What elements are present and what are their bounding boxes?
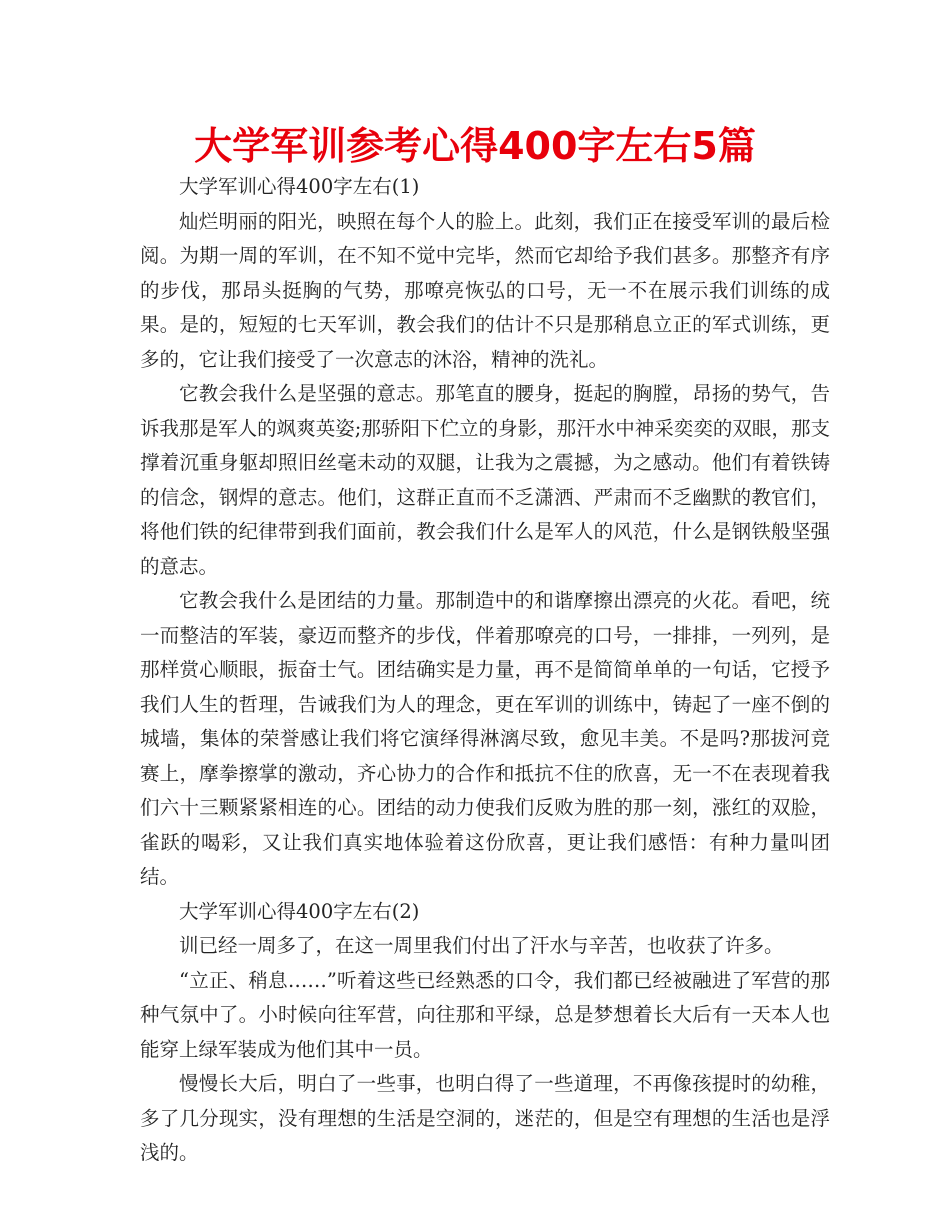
paragraph: 慢慢长大后，明白了一些事，也明白得了一些道理，不再像孩提时的幼稚，多了几分现实，没有理想的生活是空洞的，迷茫的，但是空有理想的生活也是浮浅的。 [140, 1072, 830, 1164]
document-body [140, 170, 830, 1171]
section-heading-2: 大学军训心得400字左右(2) [179, 899, 420, 923]
paragraph: 灿烂明丽的阳光，映照在每个人的脸上。此刻，我们正在接受军训的最后检阅。为期一周的军训，在不知不觉中完毕，然而它却给予我们甚多。那整齐有序的步伐，那昂头挺胸的气势，那嘹亮恢弘的口号，无一不在展示我们训练的成果。是的，短短的七天军训，教会我们的估计不只是那稍息立正的军式训练，更多的，它让我们接受了一次意志的沐浴，精神的洗礼。 [140, 209, 830, 371]
paragraph: 训已经一周多了，在这一周里我们付出了汗水与辛苦，也收获了许多。 [179, 934, 784, 957]
paragraph: 它教会我什么是团结的力量。那制造中的和谐摩擦出漂亮的火花。看吧，统一而整洁的军装，豪迈而整齐的步伐，伴着那嘹亮的口号，一排排，一列列，是那样赏心顺眼，振奋士气。团结确实是力量，再不是简简单单的一句话，它授予我们人生的哲理，告诫我们为人的理念，更在军训的训练中，铸起了一座不倒的城墙，集体的荣誉感让我们将它演绎得淋漓尽致，愈见丰美。不是吗?那拔河竞赛上，摩拳擦掌的激动，齐心协力的合作和抵抗不住的欣喜，无一不在表现着我们六十三颗紧紧相连的心。团结的动力使我们反败为胜的那一刻，涨红的双脸，雀跃的喝彩，又让我们真实地体验着这份欣喜，更让我们感悟：有种力量叫团结。 [140, 589, 830, 888]
section-heading-1: 大学军训心得400字左右(1) [179, 175, 420, 198]
document-title: 大学军训参考心得400字左右5篇 [194, 124, 756, 168]
paragraph: “立正、稍息……”听着这些已经熟悉的口令，我们都已经被融进了军营的那种气氛中了。小时候向往军营，向往那和平绿，总是梦想着长大后有一天本人也能穿上绿军装成为他们其中一员。 [140, 968, 830, 1061]
paragraph: 它教会我什么是坚强的意志。那笔直的腰身，挺起的胸膛，昂扬的势气，告诉我那是军人的飒爽英姿;那骄阳下伫立的身影，那汗水中神采奕奕的双眼，那支撑着沉重身躯却照旧丝毫未动的双腿，让我为之震撼，为之感动。他们有着铁铸的信念，钢焊的意志。他们，这群正直而不乏潇洒、严肃而不乏幽默的教官们，将他们铁的纪律带到我们面前，教会我们什么是军人的风范，什么是钢铁般坚强的意志。 [140, 382, 830, 578]
